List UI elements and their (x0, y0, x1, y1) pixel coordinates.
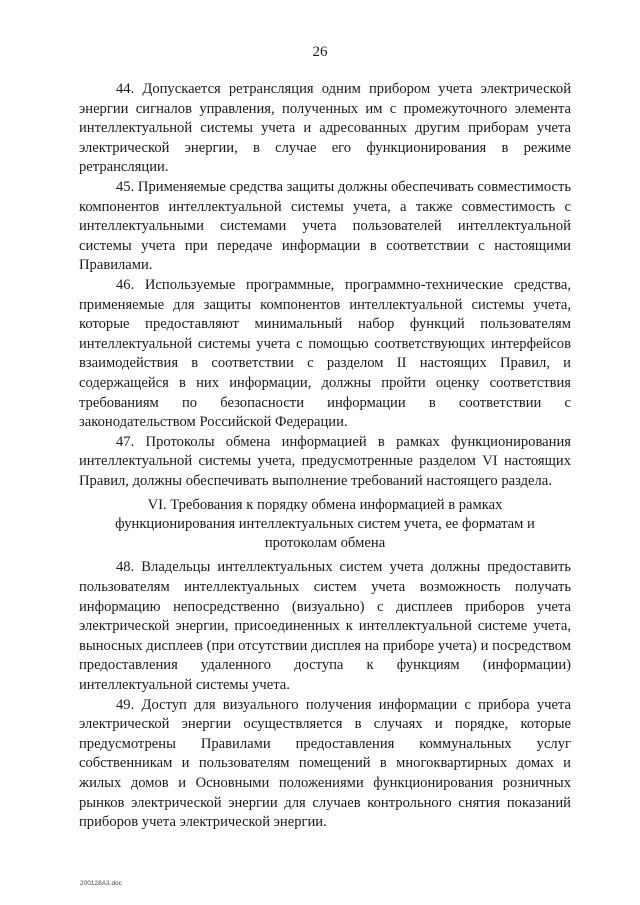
paragraph-48: 48. Владельцы интеллектуальных систем учета должны предоставить пользователям интеллектуальных систем учета возможность получать информацию непосредственно (визуально) с дисплеев приборов учета электрической энергии, присоединенных к интеллектуальной системе учета, выносных дисплеев (при отсутствии дисплея на приборе учета) и посредством предоставления удаленного доступа к функциям (информации) интеллектуальной системы учета. (79, 559, 571, 694)
paragraph-44: 44. Допускается ретрансляция одним прибором учета электрической энергии сигналов управления, полученных им с промежуточного элемента интеллектуальной системы учета и адресованных другим приборам учета электрической энергии, в случае его функционирования в режиме ретрансляции. (79, 81, 571, 176)
paragraph-49: 49. Доступ для визуального получения информации с прибора учета электрической энергии осуществляется в случаях и порядке, которые предусмотрены Правилами предоставления коммунальных услуг собственникам и пользователям помещений в многоквартирных домах и жилых домов и Основными положениями функционирования розничных рынков электрической энергии для случаев контрольного снятия показаний приборов учета электрической энергии. (79, 696, 571, 831)
paragraph-47: 47. Протоколы обмена информацией в рамках функционирования интеллектуальной системы учета, предусмотренные разделом VI настоящих Правил, должны обеспечивать выполнение требований настоящего раздела. (79, 433, 571, 489)
paragraph-46: 46. Используемые программные, программно-технические средства, применяемые для защиты компонентов интеллектуальной системы учета, которые предоставляют минимальный набор функций пользователям интеллектуальной системы учета с помощью соответствующих интерфейсов взаимодействия в соответствии с разделом II настоящих Правил, и содержащейся в них информации, должны пройти оценку соответствия требованиям по безопасности информации в соответствии с законодательством Российской Федерации. (79, 276, 571, 431)
paragraph-45: 45. Применяемые средства защиты должны обеспечивать совместимость компонентов интеллектуальной системы учета, а также совместимость с интеллектуальными системами учета пользователей интеллектуальной системы учета при передаче информации в соответствии с настоящими Правилами. (79, 178, 571, 274)
section-heading: VI. Требования к порядку обмена информацией в рамках функционирования интеллектуальных систем учета, ее форматам и протоколам обмена (115, 497, 535, 552)
document-body (79, 80, 571, 833)
file-code-footer: 200128A3.doc (80, 880, 122, 887)
page-number: 26 (312, 44, 328, 60)
